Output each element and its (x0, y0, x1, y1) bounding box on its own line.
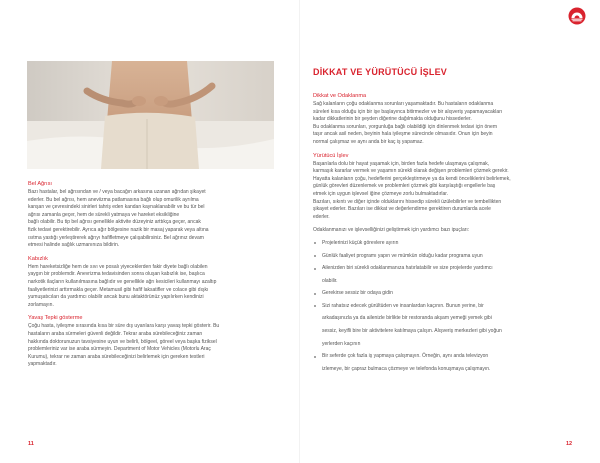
text-line: kanşan ve çevresindeki sinirleri tahriş eden kandan kaynaklanabilir ve bu tür bel (28, 204, 205, 211)
text-line: süreleri kısa olduğu için bir işe başlayınca bitirmezler ve bir alışveriş yapamayacakları (313, 108, 503, 115)
bullet-icon (314, 356, 316, 358)
tips-intro: Odaklanmanızı ve işlevselliğinizi geliştirmek için yardımcı bazı ipuçları: (313, 227, 470, 234)
text-line: yapmaktadır. (28, 361, 57, 368)
list-item (313, 253, 575, 261)
text-line: sessiz, keyifli bire bir aktivitelere katılmaya çalışın. Alışveriş merkezleri gibi yoğun (322, 328, 502, 335)
text-line: Gerekirse sessiz bir odaya gidin (322, 290, 393, 297)
text-line: bağlı olabilir. Bu tip bel ağrısı genellikle aktivite düzeyiniz arttıkça geçer, ancak (28, 219, 201, 226)
text-line: Günlük faaliyet programı yapın ve mümkün olduğu kadar programa uyun (322, 252, 483, 259)
text-line: ederler. (313, 213, 330, 220)
text-line: yerlerden kaçının (322, 340, 361, 347)
text-line: olabilir. (322, 277, 338, 284)
text-line: yaygın bir problemdir. Anevrizma tedavisinden sonra oluşan kabızlık ise, başlıca (28, 271, 205, 278)
list-item (313, 303, 575, 348)
page-number-left: 11 (28, 441, 34, 447)
text-line: faaliyetlerinizi arttırmakla geçer. Metamusil gibi hafif laksatifler ve colace gibi dışkı (28, 286, 209, 293)
text-line: normal çalışmaz ve aynı anda bir kaç iş yapamaz. (313, 138, 424, 145)
list-item (313, 265, 575, 285)
text-line: Ailenizden biri sürekli odaklanmanıza hatırlatabilir ve size projelerde yardımcı (322, 265, 493, 272)
section-title: Yavaş Tepki gösterme (28, 315, 83, 322)
text-line: Hayatta kalanların çoğu, hedeflerini gerçekleştirmeye ya da kendi önceliklerini belirlemek, (313, 175, 511, 182)
text-line: Sizi rahatsız edecek gürültüden ve insanlardan kaçının. Bunun yerine, bir (322, 302, 484, 309)
bullet-icon (314, 242, 316, 244)
list-item (313, 240, 575, 248)
text-line: narkotik ilaçların kullanılmasına bağlıdır ve genellikle ağrı kesicileri kullanmayı azaltıp (28, 278, 217, 285)
section-attention (313, 93, 575, 147)
text-line: kadar dikkatlerinin bir şeyden diğerine dağılmakta olduğunu hissederler. (313, 116, 472, 123)
text-line: karmaşık kararlar vermek ve yaşamın sürekli olarak değişen problemleri çözmek gerekir. (313, 168, 509, 175)
text-line: Sağ kalanların çoğu odaklanma sorunları yaşamaktadır. Bu hastaların odaklanma (313, 101, 494, 107)
section-slow-reaction (28, 315, 274, 369)
text-line: Bu odaklanma sorunları, yorgunluğa bağlı olabildiği için dinlenmek tedavi için önem (313, 123, 497, 130)
text-line: Bazı hastalar, bel ağrısından ve / veya bacağın arkasına uzanan ağrıdan şikayet (28, 189, 206, 195)
list-item (313, 353, 575, 373)
text-line: Bir seferde çok fazla iş yapmaya çalışmayın. Örneğin, aynı anda televizyon (322, 353, 489, 360)
text-line: Projelerinizi küçük görevlere ayırın (322, 239, 399, 246)
text-line: günlük görevleri düzenlemek ve problemleri çözmek gibi karşılaştığı engellerle baş (313, 183, 496, 190)
tips-list (313, 240, 575, 374)
section-executive-function (313, 153, 575, 222)
text-line: Kurumu), tekrar ne zaman araba sürebileceğinizi belirlemek için gereken testleri (28, 353, 205, 360)
section-title: Dikkat ve Odaklanma (313, 93, 367, 99)
text-line: Hem hareketsizliğe hem de sıvı ve posalı yiyeceklerden fakir diyete bağlı olabilen (28, 263, 208, 270)
text-line: ağrısı zamanla geçer, hem de sürekli yatmaya ve hareket eksikliğine (28, 211, 180, 218)
right-page (300, 0, 600, 463)
section-title: Bel Ağrısı (28, 181, 52, 187)
page-title: DİKKAT VE YÜRÜTÜCÜ İŞLEV (313, 67, 447, 77)
bullet-icon (314, 293, 316, 295)
right-column (313, 93, 575, 378)
text-line: etmek için uygun işlevsel iğine çözmeye zorlu bulmaktadırlar. (313, 190, 449, 197)
text-line: izlemeye, bir çapraz bulmaca çözmeye ve telefonda konuşmaya çalışmayın. (322, 365, 491, 372)
text-line: ederler. Bu bel ağrısı, hem aneviizma patlamasına bağlı olup omurilik ayrılma (28, 196, 199, 203)
left-column (28, 181, 274, 375)
text-line: Bazıları, sıkıntı ve diğer içinde olduklarını hissedip sürekli üzülebilirler ve tembellikten (313, 198, 502, 205)
text-line: Başarılarla dolu bir hayat yaşamak için, birden fazla hedefe ulaşmaya çalışmak, (313, 160, 490, 167)
page-number-right: 12 (566, 441, 573, 447)
section-back-pain (28, 181, 274, 250)
text-line: taşır ancak asil neden, beyinin hala iyileşme sürecinde olmasıdır. Onun için beyin (313, 131, 493, 138)
text-line: zorlamayın. (28, 301, 54, 308)
bullet-icon (314, 268, 316, 270)
text-line: hakkında doktorunuzun tavsiyesine uyun ve belirli, bölgeel, göreel veya başka fiziksel (28, 338, 217, 345)
text-line: etmesi halinde sağlık uzmanınıza bildirin. (28, 242, 120, 249)
text-line: ısıtma yastığı yerleştirerek ağrıyı hafifletmeye çalışabilirsiniz. Bel ağrınız devam (28, 234, 204, 241)
brand-logo-icon (568, 7, 586, 25)
list-item (313, 290, 575, 298)
text-line: hastaların araba sürmeleri güvenli değildir. Tekrar araba sürebileceğiniz zaman (28, 330, 203, 337)
text-line: problemleriniz var ise araba sürmeyin. Department of Motor Vehicles (Motorlu Araç (28, 346, 211, 353)
text-line: Çoğu hasta, iyileşme sırasında kısa bir süre dış uyarılara karşı yavaş tepki gösterir. Bu (28, 323, 220, 330)
section-title: Yürütücü İşlev (313, 152, 349, 159)
section-title: Kabızlık (28, 255, 48, 262)
text-line: yumuşatıcıları da yardımcı olabilir ancak bunu aktaktörünüz yapılırken kendinizi (28, 294, 204, 301)
section-constipation (28, 256, 274, 310)
text-line: şikayet ederler. Bazıları ise dikkat ve değerlendirme gerektiren durumlarda acele (313, 206, 491, 213)
back-pain-photo (27, 61, 274, 169)
text-line: arkadaşınızla ya da ailenizle birlikte bir restoranda akşam yemeği yemek gibi (322, 315, 492, 322)
bullet-icon (314, 305, 316, 307)
text-line: fizik tedavi gerektirebilir. Ayrıca ağır bölgesine nazik bir masaj yaparak veya altına (28, 226, 209, 233)
bullet-icon (314, 255, 316, 257)
